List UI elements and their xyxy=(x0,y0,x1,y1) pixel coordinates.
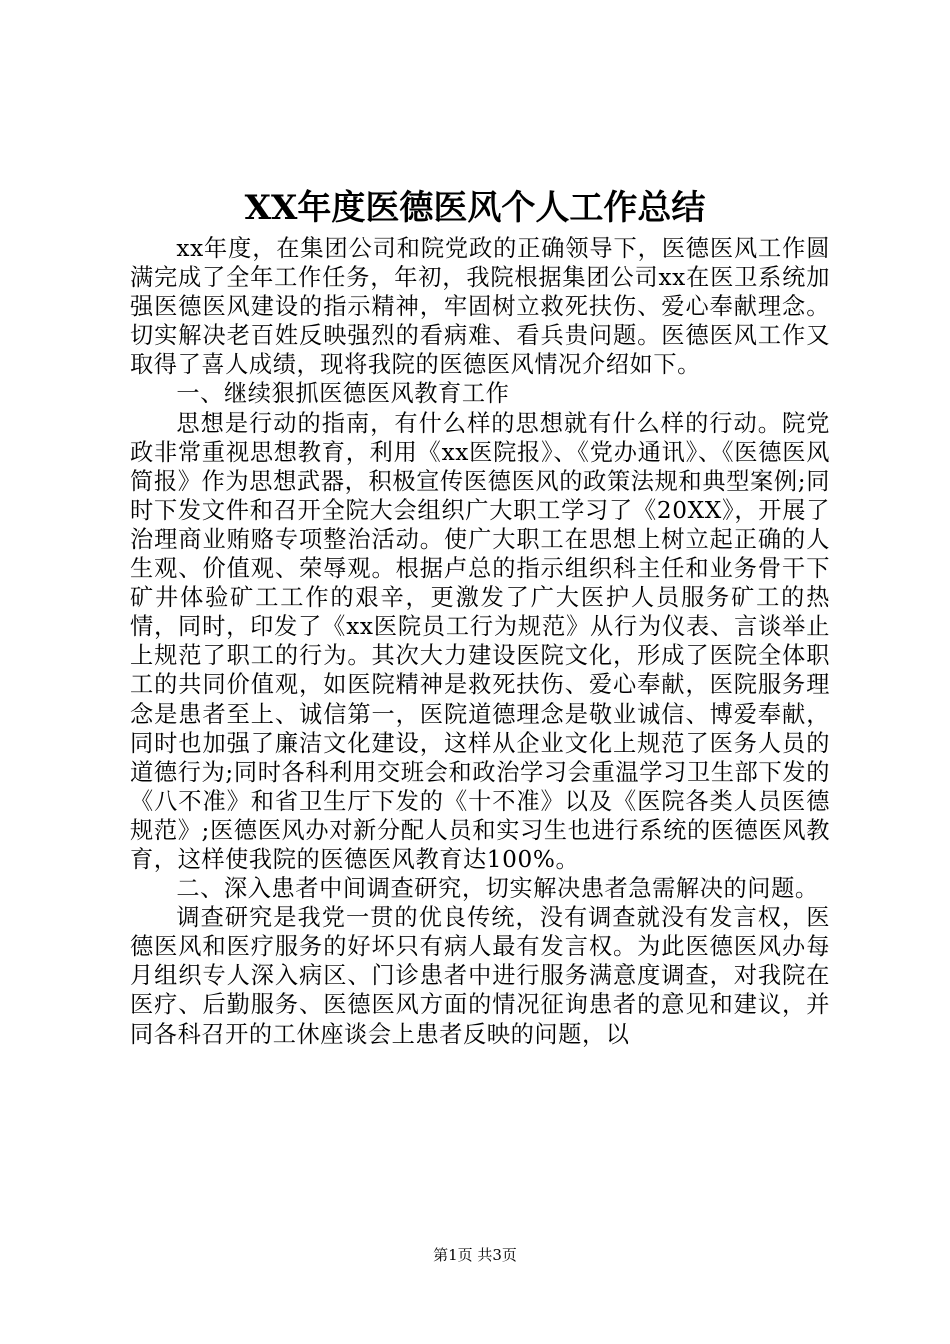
document-title: XX年度医德医风个人工作总结 xyxy=(244,188,706,228)
section-heading-1: 一、继续狠抓医德医风教育工作 xyxy=(176,380,510,408)
section-1-paragraph: 思想是行动的指南，有什么样的思想就有什么样的行动。院党政非常重视思想教育，利用《xx医院报》、《党办通讯》、《医德医风简报》作为思想武器，积极宣传医德医风的政策法规和典型案例;同时下发文件和召开全院大会组织广大职工学习了《20XX》，开展了治理商业贿赂专项整治活动。使广大职工在思想上树立起正确的人生观、价值观、荣辱观。根据卢总的指示组织科主任和业务骨干下矿井体验矿工工作的艰辛，更激发了广大医护人员服务矿工的热情，同时，印发了《xx医院员工行为规范》从行为仪表、言谈举止上规范了职工的行为。其次大力建设医院文化，形成了医院全体职工的共同价值观，如医院精神是救死扶伤、爱心奉献，医院服务理念是患者至上、诚信第一，医院道德理念是敬业诚信、博爱奉献，同时也加强了廉洁文化建设，这样从企业文化上规范了医务人员的道德行为;同时各科利用交班会和政治学习会重温学习卫生部下发的《八不准》和省卫生厅下发的《十不准》以及《医院各类人员医德规范》;医德医风办对新分配人员和实习生也进行系统的医德医风教育，这样使我院的医德医风教育达100%。 xyxy=(130,409,830,873)
section-heading-2: 二、深入患者中间调查研究，切实解决患者急需解决的问题。 xyxy=(176,875,819,903)
section-2-paragraph: 调查研究是我党一贯的优良传统，没有调查就没有发言权，医德医风和医疗服务的好坏只有病人最有发言权。为此医德医风办每月组织专人深入病区、门诊患者中进行服务满意度调查，对我院在医疗、后勤服务、医德医风方面的情况征询患者的意见和建议，并同各科召开的工休座谈会上患者反映的问题，以 xyxy=(130,904,830,1048)
intro-paragraph: xx年度，在集团公司和院党政的正确领导下，医德医风工作圆满完成了全年工作任务，年初，我院根据集团公司xx在医卫系统加强医德医风建设的指示精神，牢固树立救死扶伤、爱心奉献理念。切实解决老百姓反映强烈的看病难、看兵贵问题。医德医风工作又取得了喜人成绩，现将我院的医德医风情况介绍如下。 xyxy=(130,235,830,379)
page-footer: 第1页 共3页 xyxy=(433,1246,517,1264)
document-body xyxy=(130,234,830,1049)
